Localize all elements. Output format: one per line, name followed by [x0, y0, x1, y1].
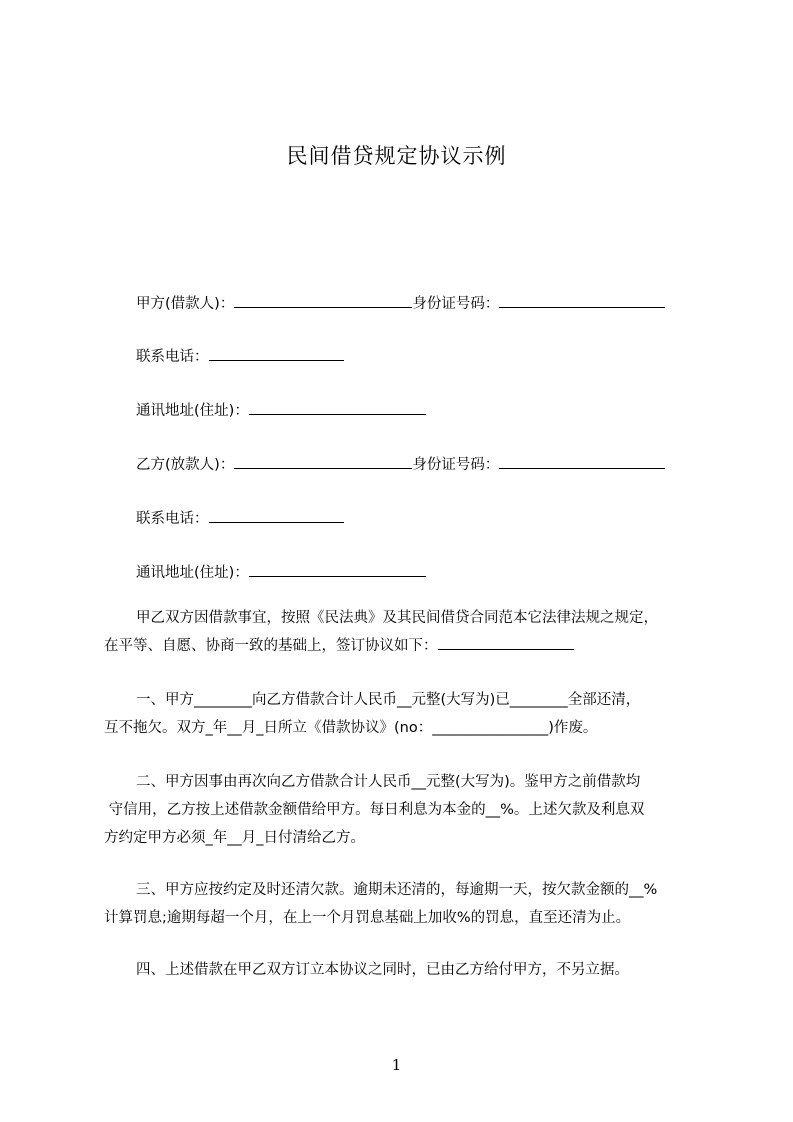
- party-a-address-label: 通讯地址(住址)：: [136, 403, 249, 419]
- party-b-name-blank: [234, 455, 412, 469]
- intro-line-1: 甲乙双方因借款事宜，按照《民法典》及其民间借贷合同范本它法律法规之规定，: [136, 610, 658, 626]
- party-b-address-label: 通讯地址(住址)：: [136, 565, 249, 581]
- party-a-id-label: 身份证号码：: [412, 296, 500, 312]
- clause-2-line-3: 方约定甲方必须_年__月_日付清给乙方。: [104, 830, 365, 846]
- intro-line-2-row: [104, 632, 724, 660]
- clause-3-line-1: 三、甲方应按约定及时还清欠款。逾期未还清的，每逾期一天，按欠款金额的__%: [136, 882, 658, 898]
- party-a-phone-label: 联系电话：: [136, 349, 209, 365]
- clause-1-line-2: 互不拖欠。双方_年__月_日所立《借款协议》(no：________________)作废。: [104, 720, 598, 736]
- party-a-phone-blank: [209, 347, 344, 361]
- clause-3: [104, 876, 724, 932]
- party-b-address-blank: [249, 563, 426, 577]
- party-a-label: 甲方(借款人)：: [136, 296, 235, 312]
- party-b-address-row: [136, 561, 426, 582]
- party-a-address-row: [136, 399, 426, 420]
- party-b-phone-blank: [209, 509, 344, 523]
- clause-3-line-2: 计算罚息;逾期每超一个月，在上一个月罚息基础上加收%的罚息，直至还清为止。: [104, 910, 631, 926]
- party-a-address-blank: [249, 401, 426, 415]
- intro-line-2: 在平等、自愿、协商一致的基础上，签订协议如下：: [104, 638, 438, 654]
- party-a-name-blank: [234, 294, 412, 308]
- party-b-id-blank: [499, 455, 665, 469]
- party-b-id-label: 身份证号码：: [412, 457, 500, 473]
- clause-4-line-1: 四、上述借款在甲乙双方订立本协议之同时，已由乙方给付甲方，不另立据。: [136, 962, 629, 978]
- party-b-row: [136, 453, 665, 474]
- party-a-row: [136, 292, 665, 313]
- party-a-phone-row: [136, 345, 344, 366]
- document-title: 民间借贷规定协议示例: [286, 144, 507, 168]
- clause-1-line-1: 一、甲方________向乙方借款合计人民币__元整(大写为)已________全部还清，: [136, 692, 641, 708]
- clause-2-line-2: 守信用，乙方按上述借款金额借给甲方。每日利息为本金的__%。上述欠款及利息双: [104, 802, 645, 818]
- clause-4: [104, 956, 724, 984]
- intro-paragraph: [104, 604, 724, 660]
- party-b-phone-label: 联系电话：: [136, 511, 209, 527]
- party-b-label: 乙方(放款人)：: [136, 457, 235, 473]
- intro-blank: [438, 636, 574, 650]
- clause-2: [104, 768, 724, 852]
- party-b-phone-row: [136, 507, 344, 528]
- clause-1: [104, 686, 724, 742]
- party-a-id-blank: [499, 294, 665, 308]
- clause-2-line-1: 二、甲方因事由再次向乙方借款合计人民币__元整(大写为)。鉴甲方之前借款均: [136, 774, 641, 790]
- page-number: 1: [391, 1056, 402, 1074]
